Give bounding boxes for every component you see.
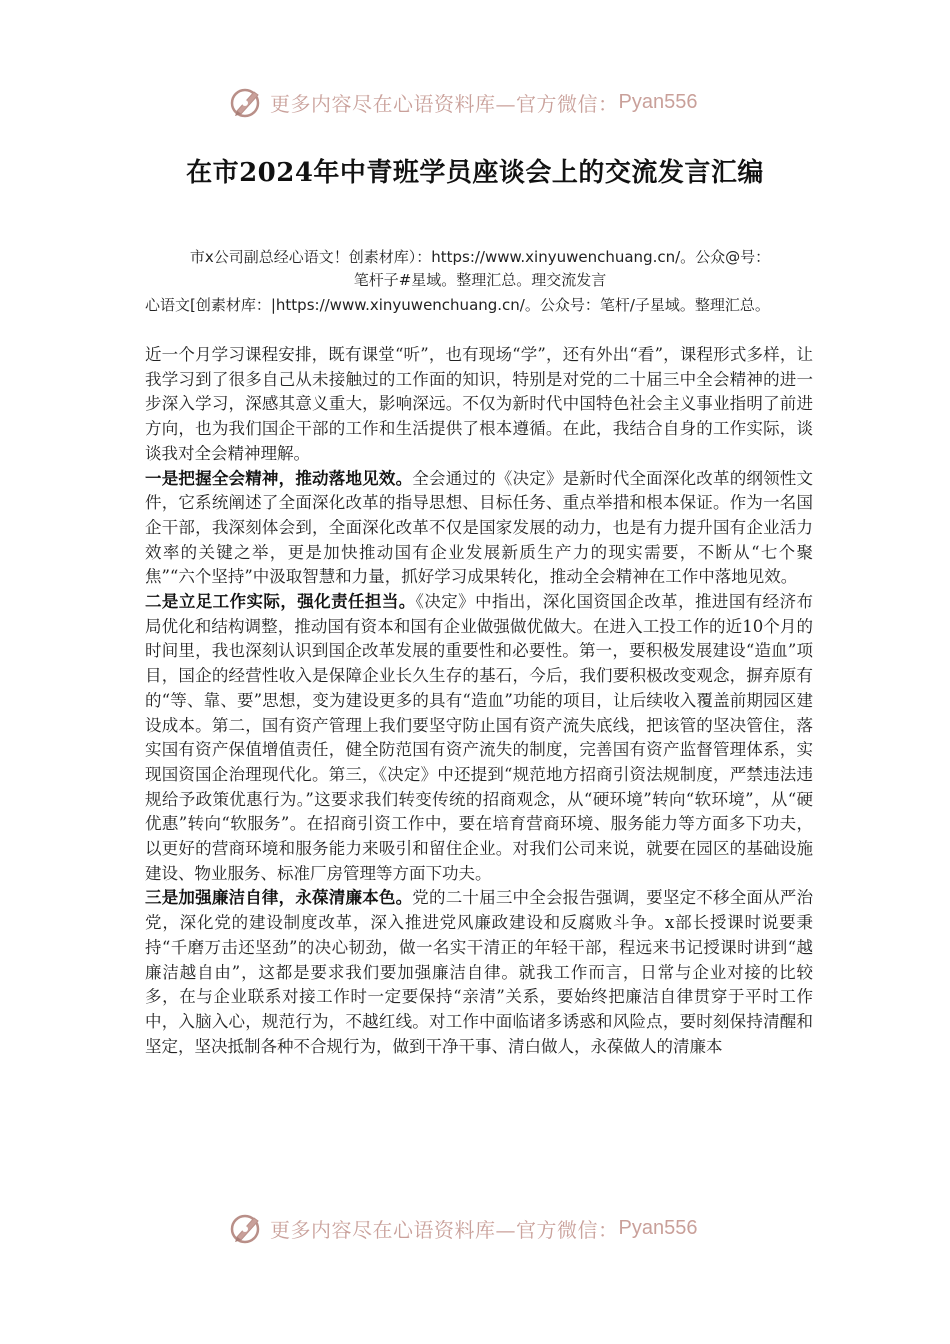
document-title: 在市2024年中青班学员座谈会上的交流发言汇编 — [186, 158, 764, 188]
source-note-line-1: 市x公司副总经心语文！创素材库）：https://www.xinyuwenchuang.cn/。公众@号： — [189, 248, 771, 266]
pen-circle-logo-icon — [228, 84, 264, 120]
paragraph-section-2 — [145, 590, 813, 886]
paragraph-text: 《决定》中指出，深化国资国企改革，推进国有经济布局优化和结构调整，推动国有资本和国有企业做强做优做大。在进入工投工作的近10个月的时间里，我也深刻认识到国企改革发展的重要性和必要性。第一，要积极发展建设“造血”项目，国企的经营性收入是保障企业长久生存的基石，今后，我们要积极改变观念，摒弃原有的“等、靠、要”思想，变为建设更多的具有“造血”功能的项目，让后续收入覆盖前期园区建设成本。第二，国有资产管理上我们要坚守防止国有资产流失底线，把该管的坚决管住，落实国有资产保值增值责任，健全防范国有资产流失的制度，完善国有资产监督管理体系，实现国资国企治理现代化。第三，《决定》中还提到“规范地方招商引资法规制度，严禁违法违规给予政策优惠行为。”这要求我们转变传统的招商观念，从“硬环境”转向“软环境”，从“硬优惠”转向“软服务”。在招商引资工作中，要在培育营商环境、服务能力等方面多下功夫，以更好的营商环境和服务能力来吸引和留住企业。对我们公司来说，就要在园区的基础设施建设、物业服务、标准厂房管理等方面下功夫。 — [145, 592, 814, 883]
banner-text: 更多内容尽在心语资料库—官方微信： — [270, 1217, 619, 1242]
banner-wechat-id: Pyan556 — [618, 1216, 698, 1239]
section-heading: 二是立足工作实际，强化责任担当。 — [145, 592, 416, 612]
paragraph-section-3 — [145, 886, 813, 1059]
source-note-line-3: 心语文[创素材库：|https://www.xinyuwenchuang.cn/。公众号：笔杆/子星域。整理汇总。 — [145, 296, 770, 314]
paragraph-text: 党的二十届三中全会报告强调，要坚定不移全面从严治党，深化党的建设制度改革，深入推进党风廉政建设和反腐败斗争。x部长授课时说要秉持“千磨万击还坚劲”的决心韧劲，做一名实干清正的年轻干部，程远来书记授课时讲到“越廉洁越自由”，这都是要求我们要加强廉洁自律。就我工作而言，日常与企业对接的比较多，在与企业联系对接工作时一定要保持“亲清”关系，要始终把廉洁自律贯穿于平时工作中，入脑入心，规范行为，不越红线。对工作中面临诸多诱惑和风险点，要时刻保持清醒和坚定，坚决抵制各种不合规行为，做到干净干事、清白做人，永葆做人的清廉本 — [145, 888, 814, 1056]
pen-circle-logo-icon — [228, 1210, 264, 1246]
footer-banner[interactable] — [228, 1208, 748, 1248]
paragraph-section-1 — [145, 467, 813, 591]
source-note-line-2: 笔杆子#星域。整理汇总。理交流发言 — [353, 271, 607, 289]
section-heading: 一是把握全会精神，推动落地见效。 — [145, 468, 413, 488]
paragraph-text: 全会通过的《决定》是新时代全面深化改革的纲领性文件，它系统阐述了全面深化改革的指导思想、目标任务、重点举措和根本保证。作为一名国企干部，我深刻体会到，全面深化改革不仅是国家发展的动力，也是有力提升国有企业活力效率的关键之举，更是加快推动国有企业发展新质生产力的现实需要，不断从“七个聚焦”“六个坚持”中汲取智慧和力量，抓好学习成果转化，推动全会精神在工作中落地见效。 — [145, 468, 814, 587]
section-heading: 三是加强廉洁自律，永葆清廉本色。 — [145, 888, 413, 908]
document-body — [145, 343, 813, 1059]
source-note — [145, 246, 815, 292]
paragraph-text: 近一个月学习课程安排，既有课堂“听”，也有现场“学”，还有外出“看”，课程形式多样，让我学习到了很多自己从未接触过的工作面的知识，特别是对党的二十届三中全会精神的进一步深入学习，深感其意义重大，影响深远。不仅为新时代中国特色社会主义事业指明了前进方向，也为我们国企干部的工作和生活提供了根本遵循。在此，我结合自身的工作实际，谈谈我对全会精神理解。 — [145, 345, 813, 463]
header-banner[interactable] — [228, 82, 748, 122]
paragraph-intro — [145, 343, 813, 467]
banner-text: 更多内容尽在心语资料库—官方微信： — [270, 91, 619, 116]
banner-wechat-id: Pyan556 — [618, 90, 698, 113]
